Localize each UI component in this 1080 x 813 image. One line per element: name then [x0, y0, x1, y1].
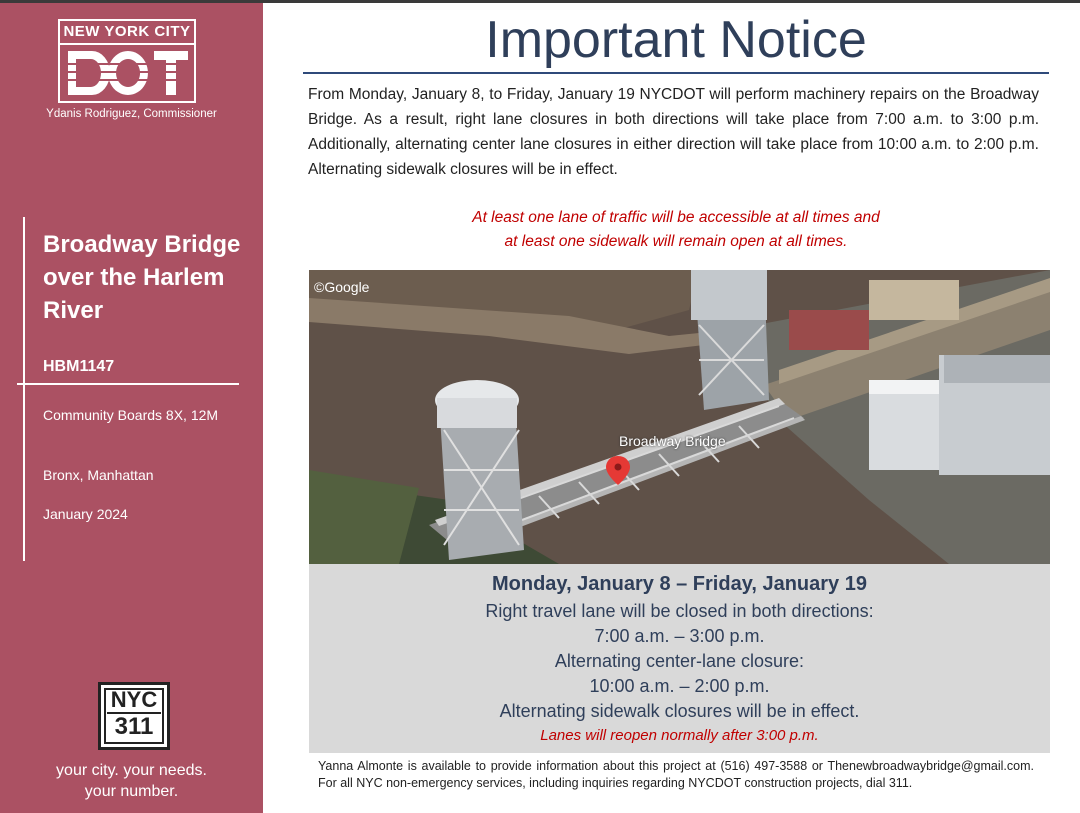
- tagline-line-2: your number.: [84, 783, 179, 800]
- schedule-line: 7:00 a.m. – 3:00 p.m.: [594, 626, 765, 646]
- badge-nyc-text: NYC: [110, 687, 158, 712]
- commissioner-name: Ydanis Rodriguez, Commissioner: [46, 108, 217, 120]
- sidebar-horizontal-rule: [17, 383, 239, 385]
- map-pin-label: Broadway Bridge: [619, 433, 726, 449]
- schedule-line: Right travel lane will be closed in both directions:: [485, 601, 874, 621]
- logo-top-text: NEW YORK CITY: [63, 23, 191, 40]
- notice-date: January 2024: [43, 506, 128, 522]
- title-underline: [303, 72, 1049, 74]
- logo-rule: [60, 43, 194, 45]
- bridge-title: Broadway Bridge over the Harlem River: [43, 231, 241, 324]
- project-id: HBM1147: [43, 358, 115, 375]
- page-title: Important Notice: [485, 11, 867, 69]
- alert-message: [308, 206, 1044, 254]
- reopen-note: Lanes will reopen normally after 3:00 p.m.: [540, 727, 819, 744]
- tagline-line-1: your city. your needs.: [56, 762, 207, 779]
- tagline: [0, 760, 263, 802]
- photo-copyright: ©Google: [314, 279, 370, 295]
- schedule-line: Alternating center-lane closure:: [554, 651, 805, 671]
- nyc-dot-logo: [58, 19, 196, 103]
- community-boards: Community Boards 8X, 12M: [43, 407, 219, 423]
- alert-line-2: at least one sidewalk will remain open at all times.: [504, 233, 848, 250]
- schedule-line: Alternating sidewalk closures will be in effect.: [499, 701, 860, 721]
- alert-line-1: At least one lane of traffic will be accessible at all times and: [472, 209, 880, 226]
- nyc-311-logo: [98, 682, 170, 750]
- intro-paragraph: From Monday, January 8, to Friday, January 19 NYCDOT will perform machinery repairs on the Broadway Bridge. As a result, right lane closures in both directions will take place from 7:00 a.m. to 3:00 p.m. Additionally, alternating center lane closures in either direction will take place from 10:00 a.m. to 2:00 p.m. Alternating sidewalk closures will be in effect.: [308, 86, 1039, 178]
- schedule-box: [309, 564, 1050, 753]
- aerial-bridge-photo: [309, 270, 1050, 564]
- schedule-heading: Monday, January 8 – Friday, January 19: [492, 573, 867, 595]
- boroughs: Bronx, Manhattan: [43, 467, 154, 483]
- sidebar-vertical-rule: [23, 217, 25, 561]
- schedule-line: 10:00 a.m. – 2:00 p.m.: [589, 676, 770, 696]
- badge-311-text: 311: [114, 713, 154, 740]
- contact-footer: Yanna Almonte is available to provide information about this project at (516) 497-3588 or Thenewbroadwaybridge@gmail.com. For all NYC non-emergency services, including inquiries regarding NYCDOT construction projects, dial 311.: [318, 759, 1034, 790]
- bridge-aerial-illustration: [309, 270, 1050, 564]
- dot-wordmark-icon: [66, 49, 190, 97]
- sidebar: [0, 3, 263, 813]
